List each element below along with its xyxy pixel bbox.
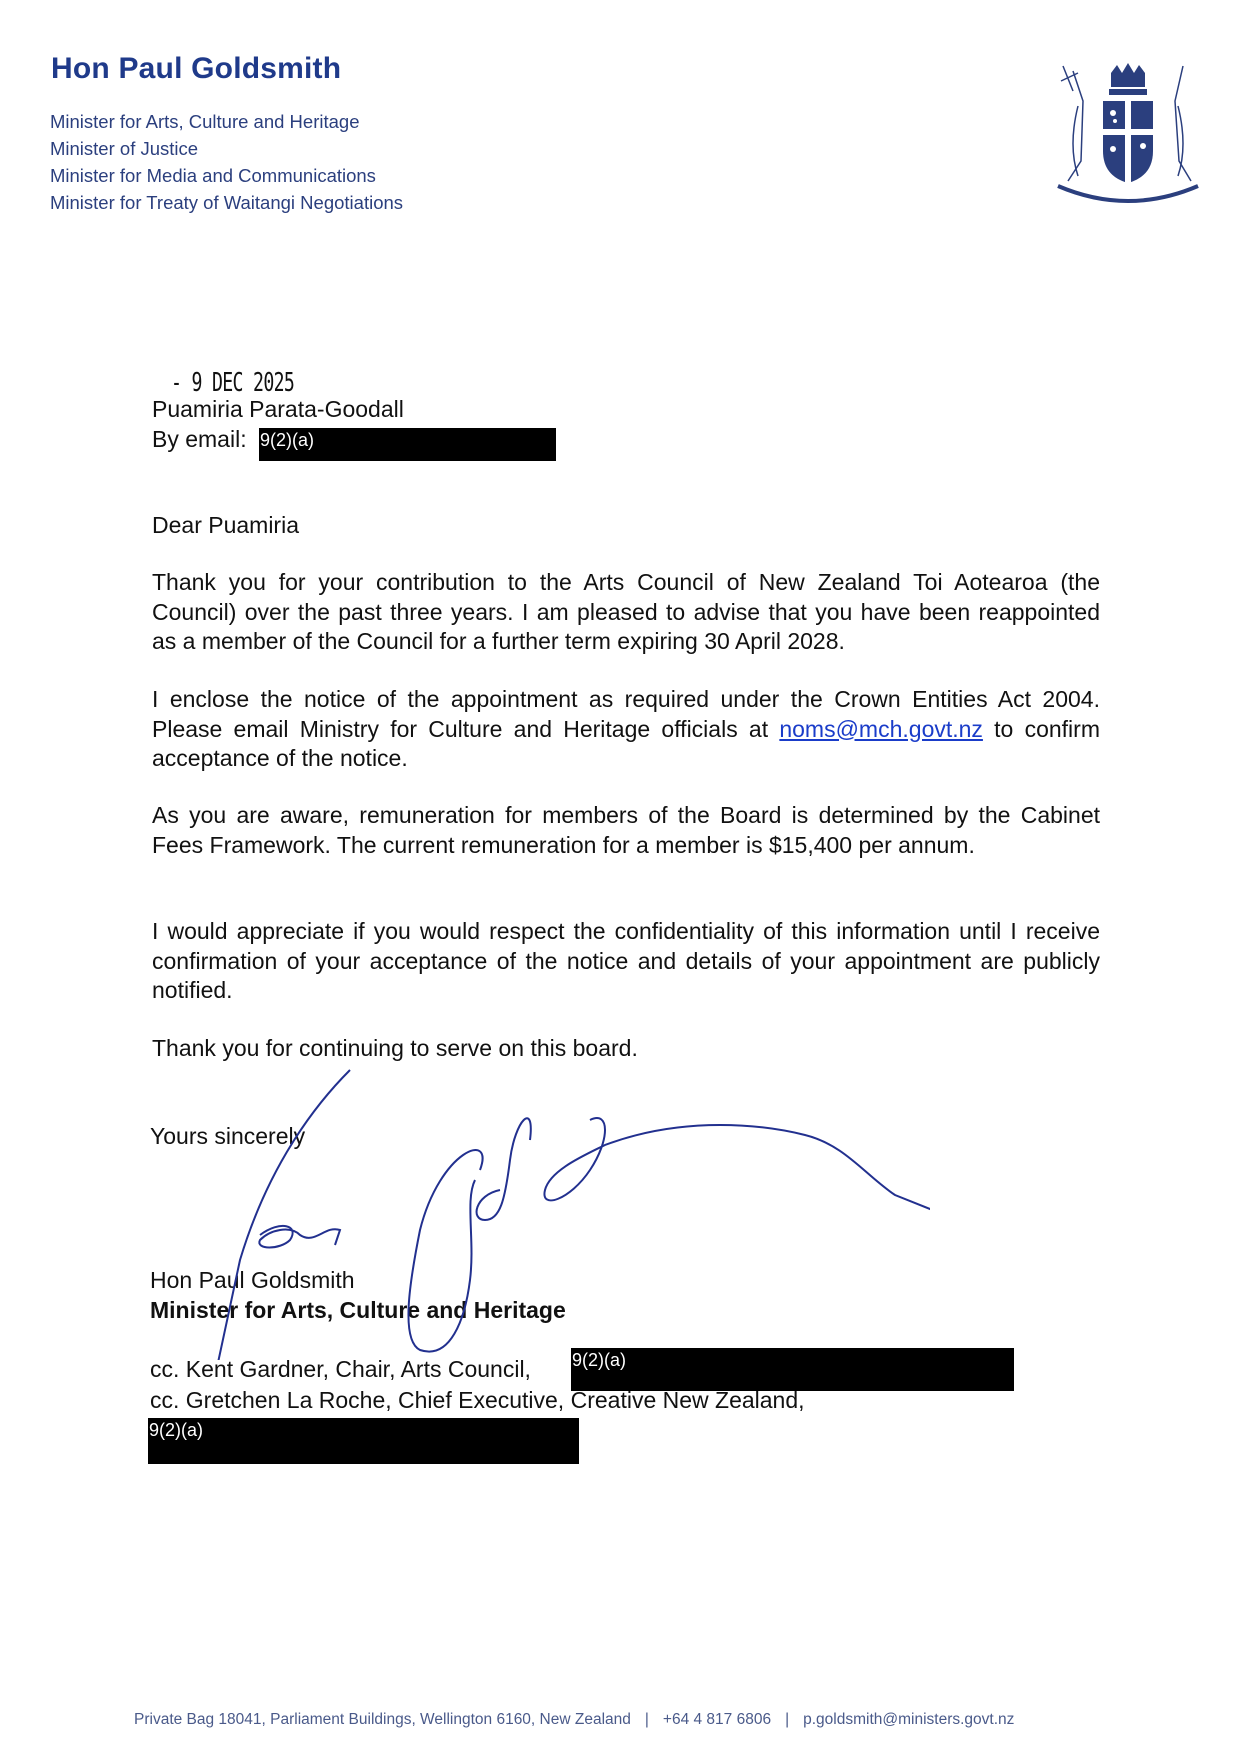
cc-line: cc. Kent Gardner, Chair, Arts Council, bbox=[150, 1356, 531, 1382]
footer-separator: | bbox=[785, 1711, 790, 1728]
paragraph-text: I enclose the notice of the appointment as required under the Crown Entities Act 2004. Please email Ministry for Culture and Heritage officials at bbox=[152, 686, 1100, 742]
footer bbox=[134, 1711, 1014, 1729]
footer-separator: | bbox=[644, 1711, 649, 1728]
redaction-box: 9(2)(a) bbox=[148, 1418, 579, 1464]
paragraph: I would appreciate if you would respect the confidentiality of this information until I receive confirmation of your acceptance of the notice and details of your appointment are publicly notified. bbox=[152, 918, 1100, 1003]
recipient-email-label: By email: bbox=[152, 426, 247, 452]
recipient-name: Puamiria Parata-Goodall bbox=[152, 396, 404, 422]
letterhead-role: Minister for Media and Communications bbox=[50, 165, 376, 186]
paragraph-text: to confirm acceptance of the notice. bbox=[152, 715, 1100, 771]
date-stamp: - 9 DEC 2025 bbox=[171, 368, 295, 398]
footer-phone: +64 4 817 6806 bbox=[662, 1711, 772, 1728]
signatory-name: Hon Paul Goldsmith bbox=[150, 1267, 355, 1293]
cc-line: cc. Gretchen La Roche, Chief Executive, Creative New Zealand, bbox=[150, 1387, 805, 1413]
footer-email: p.goldsmith@ministers.govt.nz bbox=[803, 1711, 1015, 1728]
email-link[interactable]: noms@mch.govt.nz bbox=[779, 715, 983, 742]
letterhead-role: Minister for Treaty of Waitangi Negotiations bbox=[50, 192, 404, 213]
salutation: Dear Puamiria bbox=[152, 512, 299, 538]
footer-address: Private Bag 18041, Parliament Buildings, Wellington 6160, New Zealand bbox=[134, 1711, 631, 1728]
signatory-title: Minister for Arts, Culture and Heritage bbox=[150, 1297, 566, 1323]
nz-coat-of-arms-icon bbox=[1043, 51, 1213, 211]
redaction-box: 9(2)(a) bbox=[571, 1348, 1014, 1391]
paragraph bbox=[152, 685, 1100, 774]
paragraph: As you are aware, remuneration for members of the Board is determined by the Cabinet Fees Framework. The current remuneration for a member is $15,400 per annum. bbox=[152, 802, 1100, 858]
letterhead-role: Minister for Arts, Culture and Heritage bbox=[50, 111, 360, 132]
closing: Yours sincerely bbox=[150, 1123, 306, 1149]
letterhead-role: Minister of Justice bbox=[50, 138, 199, 159]
paragraph: Thank you for continuing to serve on this board. bbox=[152, 1035, 638, 1061]
letterhead-name: Hon Paul Goldsmith bbox=[51, 52, 342, 85]
paragraph: Thank you for your contribution to the Arts Council of New Zealand Toi Aotearoa (the Council) over the past three years. I am pleased to advise that you have been reappointed as a member of the Council for a further term expiring 30 April 2028. bbox=[152, 569, 1100, 654]
redaction-box: 9(2)(a) bbox=[259, 428, 556, 461]
